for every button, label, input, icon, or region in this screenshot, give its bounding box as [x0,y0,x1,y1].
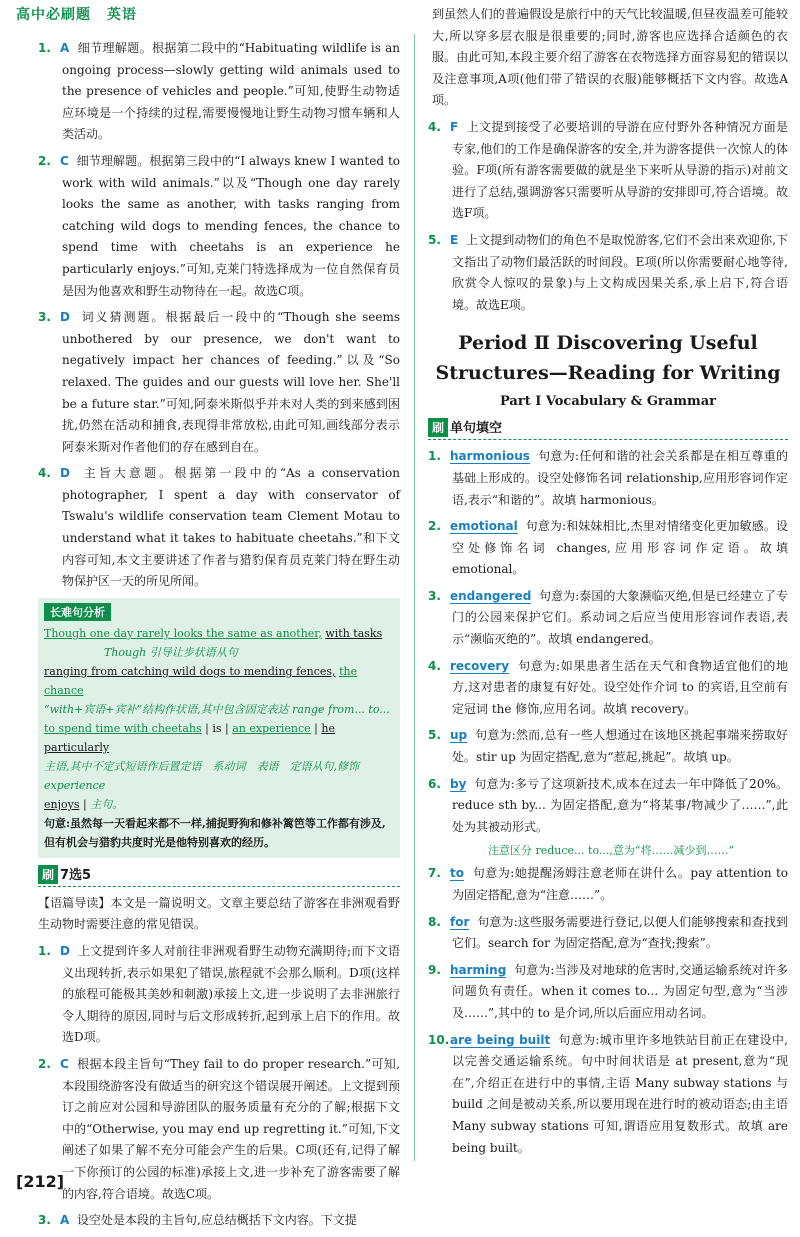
analysis-title: 长难句分析 [44,603,111,621]
answer-text: 句意为:她提醒汤姆注意老师在讲什么。pay attention to 为固定搭配,意为“注意……”。 [452,866,788,902]
answer-letter: A [60,41,70,55]
analysis-clause: ranging from catching wild dogs to mending fences, [44,664,336,678]
list-item: 4. recovery 句意为:如果患者生活在天气和食物适宜他们的地方,这对患者的康复有好处。设空处作介词 to 的宾语,且空前有定冠词 the 修饰,应用名词。故填 recovery。 [428,658,788,716]
answer-item: 5. E 上文提到动物们的角色不是取悦游客,它们不会出来欢迎你,下文指出了动物们最活跃的时间段。E项(所以你需要耐心地等待,欣赏令人惊叹的景象)与上文构成因果关系,承上启下,符合语境。故选E项。 [428,232,788,312]
answer-item: 4. F 上文提到接受了必要培训的导游在应付野外各种情况方面是专家,他们的工作是确保游客的安全,并为游客提供一次惊人的体验。F项(所有游客需要做的就是坐下来听从导游的指示)对前文进行了总结,强调游客只需要听从导游的安排即可,符合语境。故选F项。 [428,119,788,221]
answer-word: for [450,914,470,929]
answer-item: 1. A 细节理解题。根据第二段中的“Habituating wildlife is an ongoing process—slowly getting wild animals used to the presence of vehicles and people.”可知,使野生动物适应环境是一个持续的过程,需要慢慢地让野生动物习惯车辆和人类活动。 [38,41,400,142]
answer-word: endangered [450,588,532,603]
list-item: 3. endangered 句意为:泰国的大象濒临灭绝,但是已经建立了专门的公园来保护它们。系动词之后应当使用形容词作表语,表示“濒临灭绝的”。故填 endangered。 [428,588,788,647]
analysis-note: 主句。 [90,797,124,811]
answer-item: 4. D 主旨大意题。根据第一段中的“As a conservation photographer, I spent a day with conservator of Tswalu's wildlife conservation team Clement Motau to understand what it takes to habituate cheetahs.”和下文内容可知,本文主要讲述了作者与猎豹保育员克莱门特在野生动物保护区一天的所见所闻。 [38,466,400,589]
analysis-clause: Though one day rarely looks the same as another, [44,626,322,640]
answer-text: 根据本段主旨句“They fail to do proper research.”可知,本段围绕游客没有做适当的研究这个错误展开阐述。上文提到预订之前应对公园和导游团队的服务质量有充分的了解;根据下文中的“Otherwise, you may end up regretting it.”可知,下文阐述了如果了解不充分可能会产生的后果。C项(还有,记得了解一下你预订的公园的标准)承接上文,进一步补充了游客需要了解的内容,符合语境。故选C项。 [62,1057,400,1201]
answer-word: up [450,728,468,743]
answer-letter: F [450,119,459,134]
sentence-analysis-box: 长难句分析 Though one day rarely looks the same as another, with tasks Though 引导让步状语从句 ranging from catching wild dogs to mending fences, the chance “with+宾语+宾补”结构作状语,其中包含固定表达 range from... to... to spend time with cheetahs | is | an experience | he particularly 主语,其中不定式短语作后置定语 系动词 表语 定语从句,修饰 experience enjoys | 主句。 句意:虽然每一天看起来都不一样,捕捉野狗和修补篱笆等工作都有涉及,但有机会与猎豹共度时光是他特别喜欢的经历。 [38,598,400,858]
analysis-clause: to spend time with cheetahs [44,721,202,735]
section-heading [428,417,788,440]
answer-text: 上文提到接受了必要培训的导游在应付野外各种情况方面是专家,他们的工作是确保游客的安全,并为游客提供一次惊人的体验。F项(所有游客需要做的就是坐下来听从导游的指示)对前文进行了总结,强调游客只需要听从导游的安排即可,符合语境。故选F项。 [452,119,788,221]
answer-text: 细节理解题。根据第三段中的“I always knew I wanted to work with wild animals.”以及“Though one day rarely looks the same as another, with tasks ranging from catching wild dogs to mending fences, the chance to spend time with cheetahs is an experience he particularly enjoys.”可知,克莱门特选择成为一位自然保育员是因为他喜欢和野生动物待在一起。故选C项。 [62,153,400,298]
list-item: 1. harmonious 句意为:任何和谐的社会关系都是在相互尊重的基础上形成的。设空处修饰名词 relationship,应用形容词作定语,表示“和谐的”。故填 harmonious。 [428,449,788,507]
answer-text: 句意为:城市里许多地铁站目前正在建设中,以完善交通运输系统。句中时间状语是 at present,意为“现在”,介绍正在进行中的事情,主语 Many subway stations 与 build 之间是被动关系,所以要用现在进行时的被动语态;由主语 Many subway stations 可知,谓语应用复数形式。故填 are being built。 [452,1032,788,1155]
analysis-clause: an experience [232,721,311,735]
answer-letter: E [450,232,459,247]
answer-word: by [450,776,467,791]
answer-text: 句意为:任何和谐的社会关系都是在相互尊重的基础上形成的。设空处修饰名词 relationship,应用形容词作定语,表示“和谐的”。故填 harmonious。 [452,449,788,507]
list-item: 7. to 句意为:她提醒汤姆注意老师在讲什么。pay attention to 为固定搭配,意为“注意……”。 [428,866,788,902]
answer-text: 上文提到许多人对前往非洲观看野生动物充满期待;而下文语义出现转折,表示如果犯了错误,旅程就不会那么顺利。D项(这样的旅程可能极其美妙和刺激)承接上文,进一步说明了去非洲旅行令人期待的原因,同时与后文形成转折,起到承上启下的作用。故选D项。 [62,944,400,1045]
section-title: 7选5 [60,867,92,883]
answer-item: 1. D 上文提到许多人对前往非洲观看野生动物充满期待;而下文语义出现转折,表示如果犯了错误,旅程就不会那么顺利。D项(这样的旅程可能极其美妙和刺激)承接上文,进一步说明了去非洲旅行令人期待的原因,同时与后文形成转折,起到承上启下的作用。故选D项。 [38,944,400,1045]
section-title: 单句填空 [450,421,503,437]
answer-text: 句意为:如果患者生活在天气和食物适宜他们的地方,这对患者的康复有好处。设空处作介词 to 的宾语,且空前有定冠词 the 修饰,应用名词。故填 recovery。 [452,658,788,716]
list-item: 9. harming 句意为:当涉及对地球的危害时,交通运输系统对许多问题负有责任。when it comes to... 为固定句型,意为“当涉及……”,其中的 to 是介词,所以后面应用动名词。 [428,962,788,1020]
answer-text: 主旨大意题。根据第一段中的“As a conservation photographer, I spent a day with conservator of Tswalu's wildlife conservation team Clement Motau to understand what it takes to habituate cheetahs.”和下文内容可知,本文主要讲述了作者与猎豹保育员克莱门特在野生动物保护区一天的所见所闻。 [62,466,400,589]
answer-item: 2. C 根据本段主旨句“They fail to do proper research.”可知,本段围绕游客没有做适当的研究这个错误展开阐述。上文提到预订之前应对公园和导游团队的服务质量有充分的了解;根据下文中的“Otherwise, you may end up regretting it.”可知,下文阐述了如果了解不充分可能会产生的后果。C项(还有,记得了解一下你预订的公园的标准)承接上文,进一步补充了游客需要了解的内容,符合语境。故选C项。 [38,1057,400,1201]
analysis-clause: the chance [44,664,358,697]
page-number: [212] [16,1172,65,1191]
list-item: 2. emotional 句意为:和妹妹相比,杰里对情绪变化更加敏感。设空处修饰名词 changes,应用形容词作定语。故填 emotional。 [428,519,788,577]
answer-letter: C [60,153,69,168]
answer-word: recovery [450,658,510,673]
answer-letter: C [60,1057,69,1071]
part-title: Part Ⅰ Vocabulary & Grammar [500,394,716,410]
page-header [16,4,147,24]
list-item: 6. by 句意为:多亏了这项新技术,成本在过去一年中降低了20%。reduce sth by... 为固定搭配,意为“将某事/物减少了……”,此处为其被动形式。 [428,776,788,834]
section-badge: 刷 [428,418,448,437]
answer-letter: A [60,1213,70,1228]
section-heading [38,864,400,887]
analysis-clause: he particularly [44,721,335,754]
analysis-note: 系动词 [212,759,246,773]
column-divider [414,34,415,1161]
period-title [428,328,788,388]
answer-word: to [450,866,464,881]
answer-word: emotional [450,519,518,534]
continued-text: 到虽然人们的普遍假设是旅行中的天气比较温暖,但昼夜温差可能较大,所以穿多层衣服是很重要的;同时,游客也应选择合适颜色的衣服。由此可知,本段主要介绍了游客在衣物选择方面容易犯的错误以及注意事项,A项(他们带了错误的衣服)能够概括下文内容。故选A项。 [432,7,788,108]
answer-word: harmonious [450,449,530,464]
answer-text: 细节理解题。根据第二段中的“Habituating wildlife is an ongoing process—slowly getting wild animals used to the presence of vehicles and people.”可知,使野生动物适应环境是一个持续的过程,需要慢慢地让野生动物习惯车辆和人类活动。 [62,41,400,142]
answer-text: 句意为:当涉及对地球的危害时,交通运输系统对许多问题负有责任。when it comes to... 为固定句型,意为“当涉及……”,其中的 to 是介词,所以后面应用动名词。 [452,962,788,1020]
fill-in-list [428,446,788,1159]
analysis-clause: is [212,721,222,735]
answer-word: are being built [450,1032,551,1047]
answer-word: harming [450,962,507,977]
list-item: 5. up 句意为:然而,总有一些人想通过在该地区挑起事端来捞取好处。stir up 为固定搭配,意为“惹起,挑起”。故填 up。 [428,728,788,765]
answer-text: 词义猜测题。根据最后一段中的“Though she seems unbothered by our presence, we don't want to negatively impact her chances of feeding.”以及“So relaxed. The guides and our guests will love her. She'll be a future star.”可知,阿泰米斯似乎并未对人类的到来感到困扰,仍然在活动和捕食,表现得非常放松,由此可知,画线部分表示阿泰米斯对作者他们的存在感到自在。 [62,310,400,454]
passage-guide: 【语篇导读】本文是一篇说明文。文章主要总结了游客在非洲观看野生动物时需要注意的常见错误。 [38,895,400,932]
answer-item: 3. A 设空处是本段的主旨句,应总结概括下文内容。下文提 [38,1213,357,1228]
analysis-note: Though 引导让步状语从句 [104,645,238,659]
analysis-note: 定语从句,修饰 experience [44,759,359,792]
subject-label: 英语 [106,7,137,23]
answer-letter: D [60,944,70,959]
answer-item: 2. C 细节理解题。根据第三段中的“I always knew I wanted to work with wild animals.”以及“Though one day rarely looks the same as another, with tasks ranging from catching wild dogs to mending fences, the chance to spend time with cheetahs is an experience he particularly enjoys.”可知,克莱门特选择成为一位自然保育员是因为他喜欢和野生动物待在一起。故选C项。 [38,153,400,298]
section-badge: 刷 [38,865,58,884]
analysis-note: “with+宾语+宾补”结构作状语,其中包含固定表达 range from... to... [44,702,390,716]
right-column [428,4,788,1164]
analysis-clause: enjoys [44,797,80,811]
analysis-clause: with tasks [325,626,383,640]
answer-text: 上文提到动物们的角色不是取悦游客,它们不会出来欢迎你,下文指出了动物们最活跃的时间段。E项(所以你需要耐心地等待,欣赏令人惊叹的景象)与上文构成因果关系,承上启下,符合语境。故选E项。 [452,232,788,312]
answer-text: 句意为:泰国的大象濒临灭绝,但是已经建立了专门的公园来保护它们。系动词之后应当使用形容词作表语,表示“濒临灭绝的”。故填 endangered。 [452,588,788,647]
answer-letter: D [60,466,70,481]
list-item: 8. for 句意为:这些服务需要进行登记,以便人们能够搜索和查找到它们。search for 为固定搭配,意为“查找;搜索”。 [428,914,788,951]
analysis-note: 表语 [256,759,279,773]
answer-text: 设空处是本段的主旨句,应总结概括下文内容。下文提 [76,1213,357,1228]
answer-text: 句意为:和妹妹相比,杰里对情绪变化更加敏感。设空处修饰名词 changes,应用形容词作定语。故填 emotional。 [452,519,788,577]
answer-text: 句意为:然而,总有一些人想通过在该地区挑起事端来捞取好处。stir up 为固定搭配,意为“惹起,挑起”。故填 up。 [452,728,788,765]
tip-note: 注意区分 reduce... to...,意为“将……减少到……” [488,844,735,858]
analysis-note: 主语,其中不定式短语作后置定语 [44,759,202,773]
answer-letter: D [60,310,70,325]
answer-item: 3. D 词义猜测题。根据最后一段中的“Though she seems unbothered by our presence, we don't want to negatively impact her chances of feeding.”以及“So relaxed. The guides and our guests will love her. She'll be a future star.”可知,阿泰米斯似乎并未对人类的到来感到困扰,仍然在活动和捕食,表现得非常放松,由此可知,画线部分表示阿泰米斯对作者他们的存在感到自在。 [38,310,400,454]
period-title-line: Period Ⅱ Discovering Useful [458,332,758,355]
book-title: 高中必刷题 [16,7,91,23]
answer-text: 句意为:多亏了这项新技术,成本在过去一年中降低了20%。reduce sth by... 为固定搭配,意为“将某事/物减少了……”,此处为其被动形式。 [452,776,788,834]
analysis-meaning: 句意:虽然每一天看起来都不一样,捕捉野狗和修补篱笆等工作都有涉及,但有机会与猎豹共度时光是他特别喜欢的经历。 [44,816,386,849]
list-item: 10.are being built 句意为:城市里许多地铁站目前正在建设中,以完善交通运输系统。句中时间状语是 at present,意为“现在”,介绍正在进行中的事情,主语 Many subway stations 与 build 之间是被动关系,所以要用现在进行时的被动语态;由主语 Many subway stations 可知,谓语应用复数形式。故填 are being built。 [428,1032,788,1155]
period-title-line: Structures—Reading for Writing [435,362,781,385]
left-column [38,38,400,1237]
answer-text: 句意为:这些服务需要进行登记,以便人们能够搜索和查找到它们。search for 为固定搭配,意为“查找;搜索”。 [452,914,788,951]
